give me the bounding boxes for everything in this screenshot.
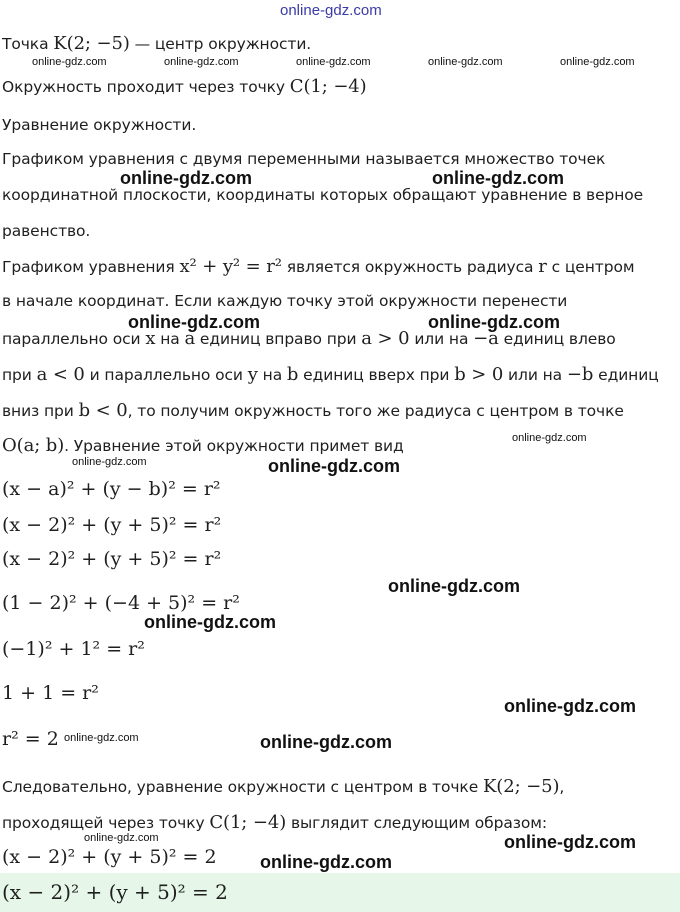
equation-point: (1 − 2)² + (−4 + 5)² = r² (2, 592, 240, 614)
watermark-small: online-gdz.com (560, 56, 635, 68)
equation-general: (x − a)² + (y − b)² = r² (2, 478, 221, 500)
watermark: online-gdz.com (388, 576, 520, 596)
text-line-conclusion1: Следовательно, уравнение окружности с центром в точке K(2; −5), (2, 776, 565, 797)
text-line-def1: Графиком уравнения с двумя переменными называется множество точек (2, 150, 606, 168)
watermark-small: online-gdz.com (428, 56, 503, 68)
watermark-small: online-gdz.com (164, 56, 239, 68)
watermark: online-gdz.com (428, 312, 560, 332)
watermark-small: online-gdz.com (32, 56, 107, 68)
watermark: online-gdz.com (268, 456, 400, 476)
text-line-heading: Уравнение окружности. (2, 116, 197, 134)
watermark: online-gdz.com (504, 696, 636, 716)
watermark-small: online-gdz.com (512, 432, 587, 444)
equation-repeat: (x − 2)² + (y + 5)² = r² (2, 548, 222, 570)
equation-sum: 1 + 1 = r² (2, 682, 99, 704)
watermark: online-gdz.com (260, 852, 392, 872)
watermark: online-gdz.com (128, 312, 260, 332)
watermark: online-gdz.com (260, 732, 392, 752)
text-line-passes: Окружность проходит через точку C(1; −4) (2, 76, 367, 97)
text-line-graph1: Графиком уравнения x² + y² = r² является окружность радиуса r с центром (2, 256, 635, 277)
text-line-graph2: в начале координат. Если каждую точку этой окружности перенести (2, 292, 568, 310)
equation-result: (x − 2)² + (y + 5)² = 2 (2, 846, 217, 868)
equation-simplified: (−1)² + 1² = r² (2, 638, 145, 660)
text-line-def2: координатной плоскости, координаты которых обращают уравнение в верное (2, 186, 644, 204)
text-line-graph3: параллельно оси x на a единиц вправо при a > 0 или на −a единиц влево (2, 328, 616, 349)
watermark: online-gdz.com (144, 612, 276, 632)
text-line-conclusion2: проходящей через точку C(1; −4) выглядит следующим образом: (2, 812, 547, 833)
watermark-small: online-gdz.com (296, 56, 371, 68)
text-line-graph6: O(a; b). Уравнение этой окружности примет вид (2, 435, 404, 456)
text-line-def3: равенство. (2, 222, 91, 240)
text-line-center: Точка K(2; −5) — центр окружности. (2, 33, 312, 54)
watermark: online-gdz.com (432, 168, 564, 188)
watermark: online-gdz.com (504, 832, 636, 852)
equation-radius: r² = 2 (2, 728, 59, 750)
equation-substituted: (x − 2)² + (y + 5)² = r² (2, 514, 222, 536)
watermark-top: online-gdz.com (280, 2, 382, 19)
answer-equation: (x − 2)² + (y + 5)² = 2 (2, 880, 228, 904)
watermark-small: online-gdz.com (72, 456, 147, 468)
text-line-graph5: вниз при b < 0, то получим окружность того же радиуса с центром в точке (2, 400, 624, 421)
watermark: online-gdz.com (120, 168, 252, 188)
watermark-small: online-gdz.com (84, 832, 159, 844)
text-line-graph4: при a < 0 и параллельно оси y на b единиц вверх при b > 0 или на −b единиц (2, 364, 659, 385)
watermark-small: online-gdz.com (64, 732, 139, 744)
